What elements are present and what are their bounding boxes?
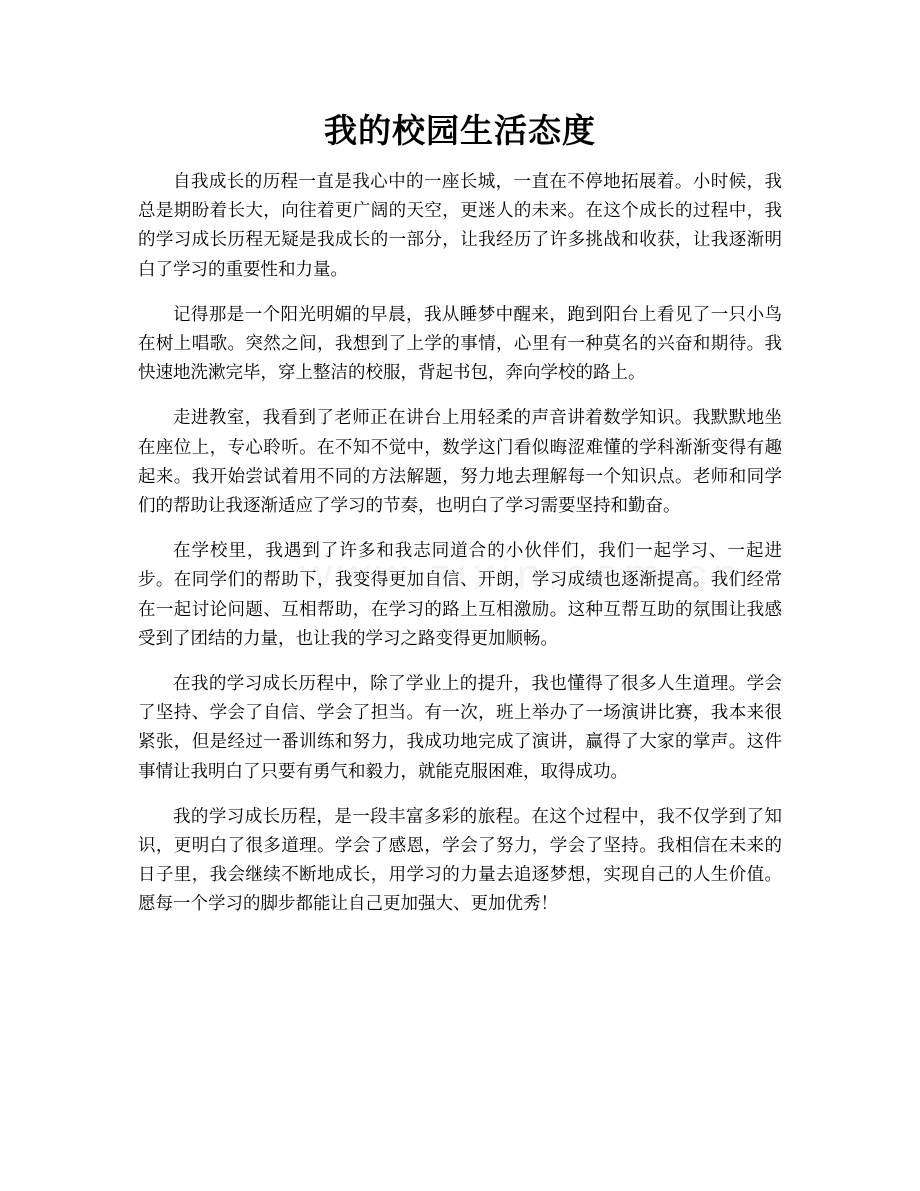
paragraph-6: 我的学习成长历程，是一段丰富多彩的旅程。在这个过程中，我不仅学到了知识，更明白了很多道理。学会了感恩，学会了努力，学会了坚持。我相信在未来的日子里，我会继续不断地成长，用学习的力量去追逐梦想，实现自己的人生价值。愿每一个学习的脚步都能让自己更加强大、更加优秀！ <box>138 806 782 915</box>
paragraph-4: 在学校里，我遇到了许多和我志同道合的小伙伴们，我们一起学习、一起进步。在同学们的帮助下，我变得更加自信、开朗，学习成绩也逐渐提高。我们经常在一起讨论问题、互相帮助，在学习的路上互相激励。这种互帮互助的氛围让我感受到了团结的力量，也让我的学习之路变得更加顺畅。 <box>138 541 782 649</box>
paragraph-5: 在我的学习成长历程中，除了学业上的提升，我也懂得了很多人生道理。学会了坚持、学会了自信、学会了担当。有一次，班上举办了一场演讲比赛，我本来很紧张，但是经过一番训练和努力，我成功地完成了演讲，赢得了大家的掌声。这件事情让我明白了只要有勇气和毅力，就能克服困难，取得成功。 <box>138 674 782 782</box>
paragraph-1: 自我成长的历程一直是我心中的一座长城，一直在不停地拓展着。小时候，我总是期盼着长大，向往着更广阔的天空，更迷人的未来。在这个成长的过程中，我的学习成长历程无疑是我成长的一部分，让我经历了许多挑战和收获，让我逐渐明白了学习的重要性和力量。 <box>138 172 782 280</box>
paragraph-3: 走进教室，我看到了老师正在讲台上用轻柔的声音讲着数学知识。我默默地坐在座位上，专心聆听。在不知不觉中，数学这门看似晦涩难懂的学科渐渐变得有趣起来。我开始尝试着用不同的方法解题，努力地去理解每一个知识点。老师和同学们的帮助让我逐渐适应了学习的节奏，也明白了学习需要坚持和勤奋。 <box>138 408 782 517</box>
paragraph-2: 记得那是一个阳光明媚的早晨，我从睡梦中醒来，跑到阳台上看见了一只小鸟在树上唱歌。突然之间，我想到了上学的事情，心里有一种莫名的兴奋和期待。我快速地洗漱完毕，穿上整洁的校服，背起书包，奔向学校的路上。 <box>138 304 782 384</box>
document-page <box>138 108 782 936</box>
document-title: 我的校园生活态度 <box>324 111 596 150</box>
